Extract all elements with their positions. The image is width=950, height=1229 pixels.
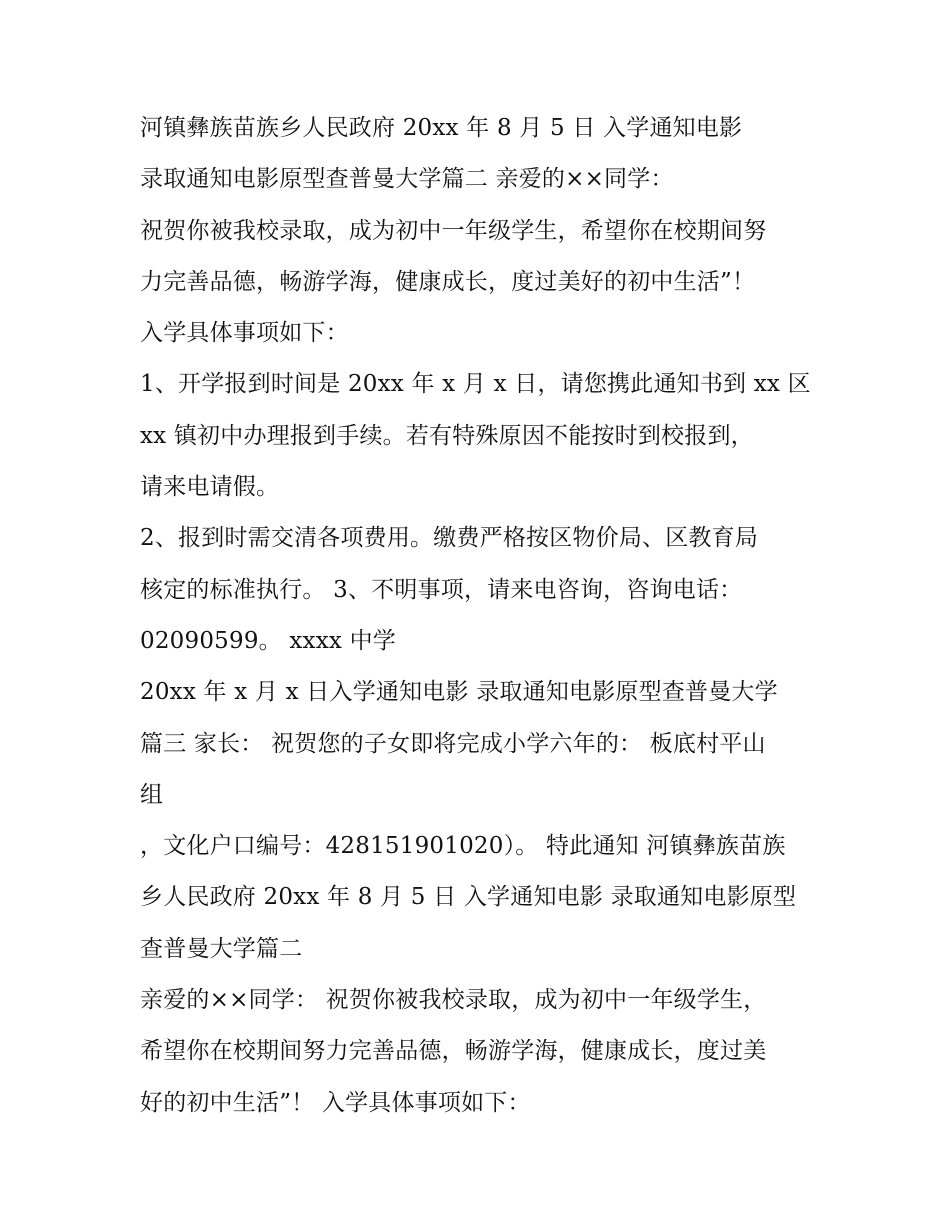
text-line: 好的初中生活”！ 入学具体事项如下： <box>140 1089 531 1116</box>
text-line: 1、开学报到时间是 20xx 年 x 月 x 日，请您携此通知书到 xx 区 <box>140 371 811 398</box>
text-line: 希望你在校期间努力完善品德，畅游学海，健康成长，度过美 <box>140 1038 767 1065</box>
text-line: xx 镇初中办理报到手续。若有特殊原因不能按时到校报到， <box>140 422 754 449</box>
text-line: 河镇彝族苗族乡人民政府 20xx 年 8 月 5 日 入学通知电影 <box>140 115 743 141</box>
text-line: 亲爱的××同学： 祝贺你被我校录取，成为初中一年级学生， <box>140 987 767 1014</box>
text-line: 乡人民政府 20xx 年 8 月 5 日 入学通知电影 录取通知电影原型 <box>140 884 797 911</box>
text-line: ，文化户口编号：428151901020）。 特此通知 河镇彝族苗族 <box>140 833 786 860</box>
text-line: 祝贺你被我校录取，成为初中一年级学生，希望你在校期间努 <box>140 217 767 244</box>
text-line: 组 <box>140 781 164 808</box>
text-line: 请来电请假。 <box>140 474 280 501</box>
text-line: 2、报到时需交清各项费用。缴费严格按区物价局、区教育局 <box>140 525 759 552</box>
text-line: 20xx 年 x 月 x 日入学通知电影 录取通知电影原型查普曼大学 <box>140 679 778 706</box>
text-line: 录取通知电影原型查普曼大学篇二 亲爱的××同学： <box>140 166 674 193</box>
text-line: 入学具体事项如下： <box>140 320 349 347</box>
document-body <box>140 103 840 1129</box>
text-line: 核定的标准执行。 3、不明事项，请来电咨询，咨询电话： <box>140 576 743 603</box>
text-line: 02090599。 xxxx 中学 <box>140 627 396 654</box>
text-line: 查普曼大学篇二 <box>140 935 303 962</box>
text-line: 篇三 家长： 祝贺您的子女即将完成小学六年的： 板底村平山 <box>140 730 766 757</box>
text-line: 力完善品德，畅游学海，健康成长，度过美好的初中生活”！ <box>140 268 756 295</box>
